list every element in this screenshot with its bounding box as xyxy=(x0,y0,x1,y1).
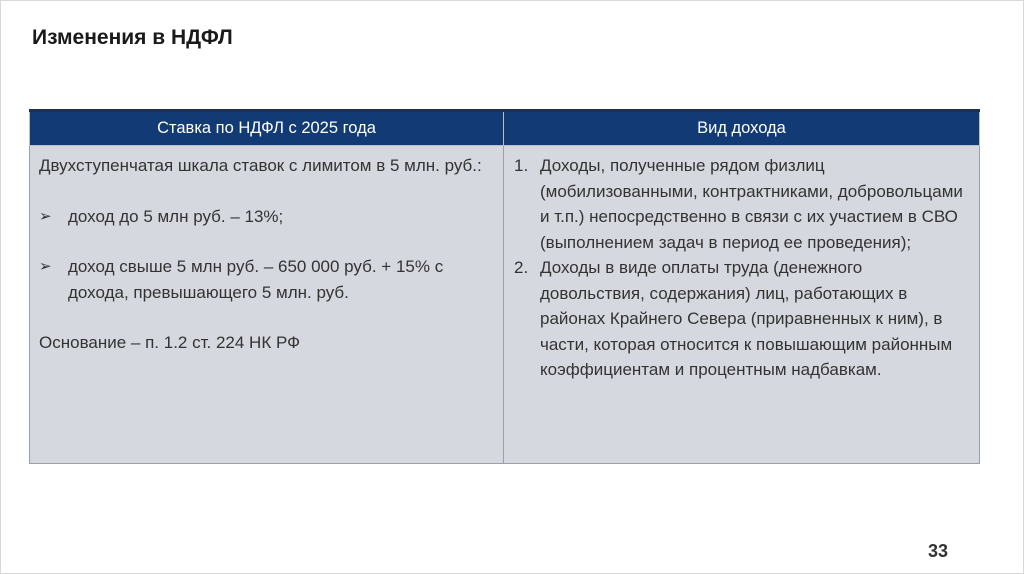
income-list xyxy=(514,153,967,383)
table-row xyxy=(30,146,980,464)
arrow-bullet-icon: ➢ xyxy=(39,258,52,275)
slide-title: Изменения в НДФЛ xyxy=(32,26,233,49)
rate-bullet-text: доход до 5 млн руб. – 13%; xyxy=(68,206,284,226)
rate-bullet-text: доход свыше 5 млн руб. – 650 000 руб. + 15% с дохода, превышающего 5 млн. руб. xyxy=(68,257,444,302)
list-item-text: Доходы в виде оплаты труда (денежного довольствия, содержания) лиц, работающих в районах Крайнего Севера (приравненных к ним), в части, которая относится к повышающим районным коэффициентам и процентным надбавкам. xyxy=(540,258,953,379)
header-income-type: Вид дохода xyxy=(504,111,980,146)
list-item-number: 1. xyxy=(514,156,529,175)
table-header-row xyxy=(30,111,980,146)
rate-bullet-item xyxy=(39,204,495,230)
rate-cell xyxy=(30,146,504,464)
arrow-bullet-icon: ➢ xyxy=(39,207,52,225)
rate-basis: Основание – п. 1.2 ст. 224 НК РФ xyxy=(39,333,301,352)
list-item-number: 2. xyxy=(514,258,529,277)
income-type-cell xyxy=(504,146,980,464)
list-item-text: Доходы, полученные рядом физлиц (мобилизованными, контрактниками, добровольцами и т.п.) непосредственно в связи с их участием в СВО (выполнением задач в период ее проведения); xyxy=(540,156,963,252)
list-item xyxy=(514,153,967,255)
list-item xyxy=(514,255,967,383)
page-number: 33 xyxy=(928,541,949,561)
ndfl-table xyxy=(29,109,980,464)
rate-intro: Двухступенчатая шкала ставок с лимитом в 5 млн. руб.: xyxy=(39,156,482,175)
header-rate: Ставка по НДФЛ с 2025 года xyxy=(30,111,504,146)
rate-bullet-item xyxy=(39,254,495,305)
